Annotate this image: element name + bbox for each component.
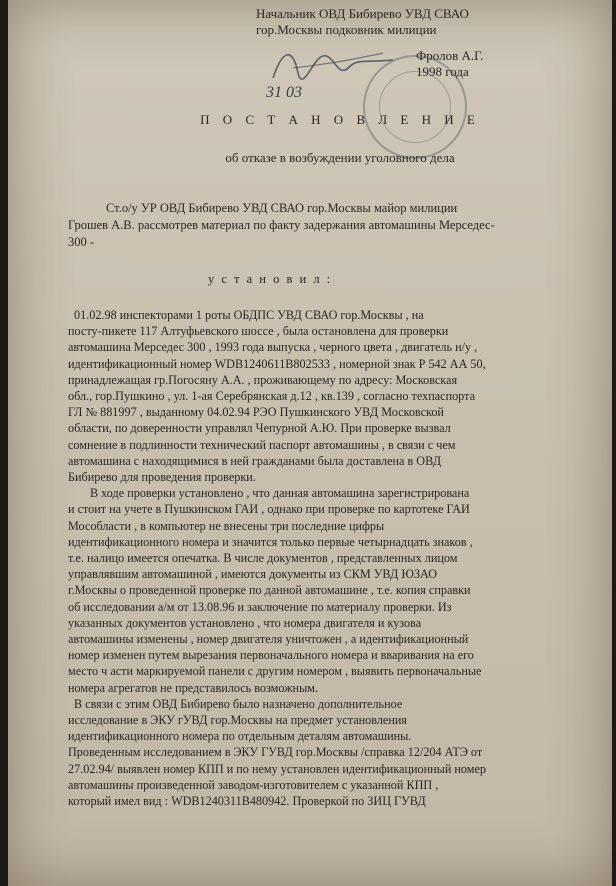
intro-line: Грошев А.В. рассмотрев материал по факту задержания автомашины Мерседес- (68, 218, 495, 232)
body-line: автомашины изменены , номер двигателя уничтожен , а идентификационный (68, 632, 469, 647)
body-line: Мособласти , в компьютер не внесены три последние цифры (68, 518, 385, 533)
body-line: т.е. налицо имеется опечатка. В числе документов , представленных лицом (68, 551, 458, 566)
body-line: посту-пикете 117 Алтуфьевского шоссе , была остановлена для проверки (68, 324, 449, 339)
body-line: место ч асти маркируемой панели с другим номером , выявить первоначальные (68, 664, 482, 679)
body-line: Бибирево для проведения проверки. (68, 470, 256, 485)
approval-year: 1998 года (416, 64, 469, 79)
document-subtitle: об отказе в возбуждении уголовного дела (225, 150, 455, 165)
document-body (68, 307, 568, 809)
body-line: В ходе проверки установлено , что данная автомашина зарегистрирована (90, 486, 470, 501)
body-line: который имел вид : WDB1240311B480942. Проверкой по ЗИЦ ГУВД (68, 794, 426, 809)
body-line: идентификационный номер WDB1240611B802533 , номерной знак Р 542 АА 50, (68, 356, 486, 371)
paragraph-3 (68, 696, 568, 809)
body-line: г.Москвы о проведенной проверке по данной автомашине , т.е. копия справки (68, 583, 471, 598)
body-line: автомашина с находящимися в ней гражданами была доставлена в ОВД (68, 453, 442, 468)
body-line: автомашина Мерседес 300 , 1993 года выпуска , черного цвета , двигатель н/у , (68, 340, 478, 355)
body-line: области, по доверенности управлял Чепурной А.Ю. При проверке вызвал (68, 421, 451, 436)
document-page (8, 0, 612, 886)
body-line: В связи с этим ОВД Бибирево было назначено дополнительное (74, 696, 403, 711)
body-line: сомнение в подлинности технический паспорт автомашины , в связи с чем (68, 437, 456, 452)
body-line: и стоит на учете в Пушкинском ГАИ , однако при проверке по картотеке ГАИ (68, 502, 470, 517)
body-line: 27.02.94/ выявлен номер КПП и по нему установлен идентификационный номер (68, 761, 486, 776)
paragraph-1 (68, 307, 568, 485)
header-position: Начальник ОВД Бибирево УВД СВАО (256, 6, 469, 21)
intro-paragraph (68, 200, 573, 251)
intro-line: 300 - (68, 235, 95, 249)
body-line: об исследовании а/м от 13.08.96 и заключение по материалу проверки. Из (68, 599, 452, 614)
official-seal-stamp (363, 55, 467, 159)
body-line: 01.02.98 инспекторами 1 роты ОБДПС УВД СВАО гор.Москвы , на (74, 308, 424, 322)
body-line: принадлежащая гр.Погосяну А.А. , проживающему по адресу: Московская (68, 372, 458, 387)
body-line: номера агрегатов не представилось возможным. (68, 680, 319, 695)
body-line: идентификационного номера по отдельным деталям автомашины. (68, 729, 412, 744)
document-title: П О С Т А Н О В Л Е Н И Е (200, 112, 480, 127)
body-line: номер изменен путем вырезания первоначального номера и вваривания на его (68, 648, 474, 663)
section-heading-ustanovil: у с т а н о в и л : (208, 272, 333, 286)
body-line: Проведенным исследованием в ЭКУ ГУВД гор.Москвы /справка 12/204 АТЭ от (68, 745, 483, 760)
body-line: обл., гор.Пушкино , ул. 1-ая Серебрянская д.12 , кв.139 , согласно техпаспорта (68, 389, 475, 404)
body-line: управлявшим автомашиной , имеются документы из СКМ УВД ЮЗАО (68, 567, 438, 582)
handwritten-date: 31 03 (266, 84, 302, 101)
header-rank: гор.Москвы подковник милиции (256, 22, 437, 37)
body-line: автомашины произведенной заводом-изготовителем с указанной КПП , (68, 777, 439, 792)
body-line: исследование в ЭКУ гУВД гор.Москвы на предмет установления (68, 713, 407, 728)
body-line: указанных документов установлено , что номера двигателя и кузова (68, 615, 422, 630)
intro-line: Ст.о/у УР ОВД Бибирево УВД СВАО гор.Москвы майор милиции (106, 201, 458, 215)
paragraph-2 (68, 485, 568, 696)
body-line: ГЛ № 881997 , выданному 04.02.94 РЭО Пушкинского УВД Московской (68, 405, 444, 420)
body-line: идентификационного номера и значится только первые четырнадцать знаков , (68, 534, 473, 549)
signature-name: Фролов А.Г. (416, 48, 484, 63)
